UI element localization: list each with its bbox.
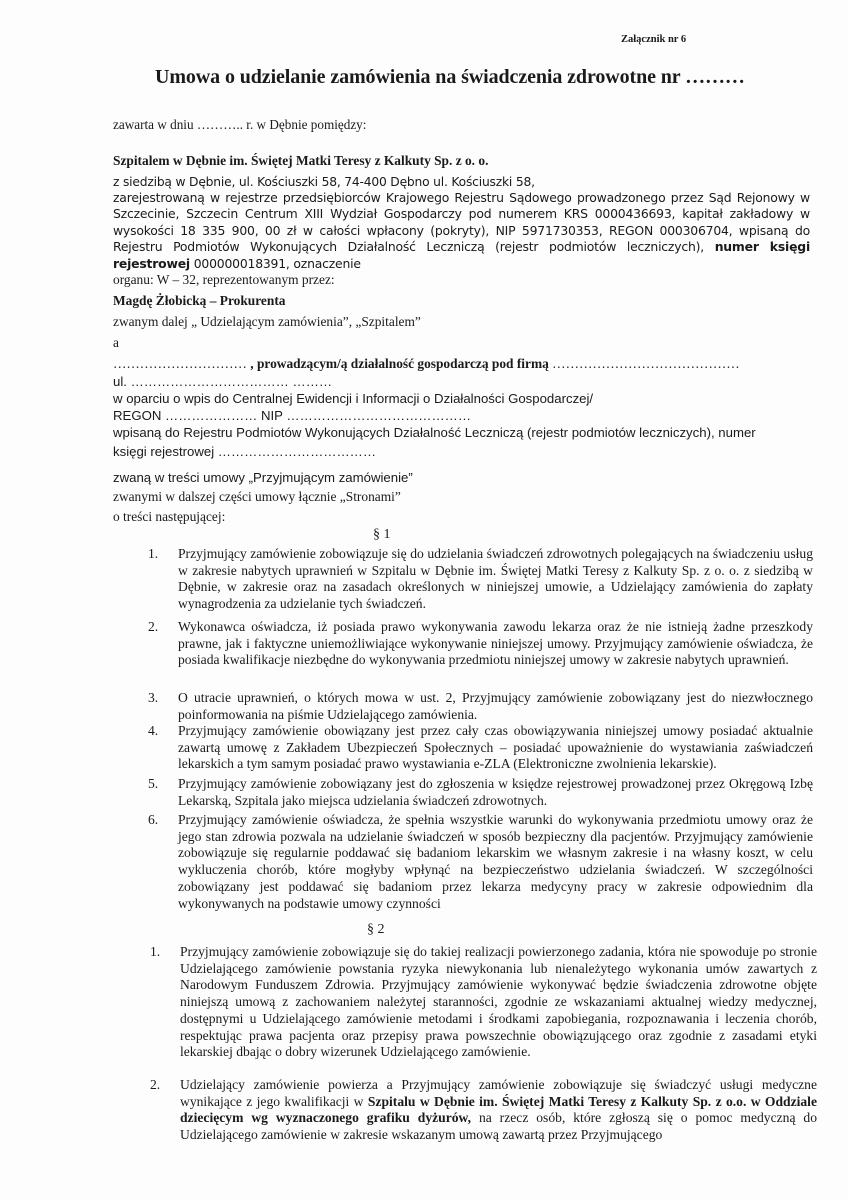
- item-text: Przyjmujący zamówienie zobowiązany jest do zgłoszenia w księdze rejestrowej prowadzonej przez Okręgową Izbę Lekarską, Szpitala jako miejsca udzielania świadczeń zdrowotnych.: [178, 776, 813, 808]
- item-text: [180, 1077, 817, 1144]
- and-connector: a: [113, 335, 119, 350]
- contractor-alias: zwaną w treści umowy „Przyjmującym zamówienie”: [113, 470, 413, 485]
- ceidg-line: w oparciu o wpis do Centralnej Ewidencji i Informacji o Działalności Gospodarczej/: [113, 391, 594, 406]
- section-2-heading: § 2: [367, 922, 385, 937]
- item-text: Przyjmujący zamówienie oświadcza, że spełnia wszystkie warunki do wykonywania przedmiotu umowy oraz że jego stan zdrowia pozwala na udzielanie świadczeń w sposób bezpieczny dla pacjentów. Przyjmujący zamówienie zobowiązuje się regularnie poddawać się badaniom lekarskim we własnym zakresie i na własny koszt, w celu wykluczenia chorób, które mogłyby wpłynąć na bezpieczeństwo udzielania świadczeń. W szczególności zobowiązany jest poddawać się badaniom przez lekarza medycyny pracy w zakresie odpowiednim dla wykonywanych na podstawie umowy czynności: [178, 812, 813, 911]
- regon-nip-blanks[interactable]: REGON ………………… NIP ……………………………………: [113, 408, 472, 423]
- item-text: Wykonawca oświadcza, iż posiada prawo wykonywania zawodu lekarza oraz że nie istnieją żadne przeszkody prawne, jak i faktyczne uniemożliwiające wykonywanie niniejszej umowy. Przyjmujący zamówienie oświadcza, że posiada kwalifikacje niezbędne do wykonywania przedmiotu niniejszej umowy w zakresie nabytych uprawnień.: [178, 619, 813, 668]
- hospital-alias: zwanym dalej „ Udzielającym zamówienia”, „Szpitalem”: [113, 314, 421, 329]
- annex-label: Załącznik nr 6: [621, 34, 687, 45]
- registration-paragraph: [113, 190, 810, 272]
- street-blank[interactable]: ul. ……………………………… ………: [113, 374, 333, 389]
- representative-name: Magdę Żłobicką – Prokurenta: [113, 293, 286, 308]
- firm-name-blank[interactable]: ……………………………………: [548, 356, 740, 371]
- registration-book-label: numer księgi rejestrowej: [113, 239, 810, 271]
- concluded-line: zawarta w dniu ……….. r. w Dębnie pomiędzy:: [113, 117, 367, 132]
- item-text: Przyjmujący zamówienie zobowiązuje się do takiej realizacji powierzonego zadania, która nie spowoduje po stronie Udzielającego zamówienie powstania ryzyka niewykonania lub nienależytego wykonania umów zawartych z Narodowym Funduszem Zdrowia. Przyjmujący zamówienie wykonywać będzie świadczenia zdrowotne objęte niniejszą umową z zachowaniem należytej staranności, zgodnie ze wskazaniami aktualnej wiedzy medycznej, dostępnymi u Udzielającego zamówienie metodami i środkami zapobiegania, rozpoznawania i leczenia chorób, respektując prawa pacjenta oraz przepisy prawa powszechnie obowiązującego oraz zgodnie z zasadami etyki lekarskiej dbając o dobry wizerunek Udzielającego zamówienie.: [180, 944, 817, 1060]
- item-number: 6.: [148, 812, 159, 827]
- contractor-line: [113, 356, 740, 372]
- hospital-ward-bold: Szpitalu w Dębnie im. Świętej Matki Teresy z Kalkuty Sp. z o.o. w Oddziale dziecięcym wg wyznaczonego grafiku dyżurów,: [180, 1093, 817, 1126]
- parties-alias: zwanymi w dalszej części umowy łącznie „Stronami”: [113, 489, 401, 504]
- item-text: O utracie uprawnień, o których mowa w ust. 2, Przyjmujący zamówienie zobowiązany jest do niezwłocznego poinformowania na piśmie Udzielającego zamówienia.: [178, 690, 813, 722]
- content-following: o treści następującej:: [113, 509, 226, 524]
- item-number: 4.: [148, 723, 159, 738]
- organ-line: organu: W – 32, reprezentowanym przez:: [113, 272, 335, 287]
- section-1-heading: § 1: [373, 527, 391, 542]
- item-text: Przyjmujący zamówienie obowiązany jest przez cały czas obowiązywania niniejszej umowy posiadać aktualnie zawartą umowę z Zakładem Ubezpieczeń Społecznych – posiadać upoważnienie do wystawiania zaświadczeń lekarskich a tym samym posiadać prawo wystawiania e-ZLA (Elektroniczne zwolnienia lekarskie).: [178, 723, 813, 772]
- hospital-name: Szpitalem w Dębnie im. Świętej Matki Teresy z Kalkuty Sp. z o. o.: [113, 153, 489, 168]
- rpwdl-line: wpisaną do Rejestru Podmiotów Wykonujących Działalność Leczniczą (rejestr podmiotów leczniczych), numer: [113, 425, 756, 440]
- registration-text: zarejestrowaną w rejestrze przedsiębiorców Krajowego Rejestru Sądowego prowadzonego przez Sąd Rejonowy w Szczecinie, Szczecin Centrum XIII Wydział Gospodarczy pod numerem KRS 0000436693, kapitał zakładowy w wysokości 18 335 900, 00 zł w całości wpłacony (pokryty), NIP 5971730353, REGON 000306704, wpisaną do Rejestru Podmiotów Wykonujących Działalność Leczniczą (rejestr podmiotów leczniczych),: [113, 190, 810, 255]
- item-number: 5.: [148, 776, 159, 791]
- item-number: 2.: [150, 1077, 161, 1092]
- item-number: 2.: [148, 619, 159, 634]
- registration-book-number: 000000018391, oznaczenie: [189, 255, 361, 271]
- item-text-intro: Udzielający zamówienie powierza a Przyjmujący zamówienie zobowiązuje się świadczyć usługi medyczne wynikające z jego kwalifikacji w: [180, 1077, 817, 1109]
- contract-title: Umowa o udzielanie zamówienia na świadczenia zdrowotne nr ………: [155, 66, 745, 88]
- item-number: 1.: [148, 546, 159, 561]
- item-text-rest: na rzecz osób, które zgłoszą się o pomoc medyczną do Udzielającego zamówienie w zakresie wskazanym umową zawartą przez Przyjmującego: [180, 1110, 817, 1143]
- item-text: Przyjmujący zamówienie zobowiązuje się do udzielania świadczeń zdrowotnych polegających na świadczeniu usług w zakresie nabytych uprawnień w Szpitalu w Dębnie im. Świętej Matki Teresy z Kalkuty Sp. z o. o. z siedzibą w Dębnie, w zakresie oraz na zasadach określonych w niniejszej umowie, a Udzielający zamówienia do zapłaty wynagrodzenia za udzielanie tych świadczeń.: [178, 546, 813, 612]
- book-number-blank[interactable]: księgi rejestrowej ………………………………: [113, 444, 377, 459]
- hospital-address: z siedzibą w Dębnie, ul. Kościuszki 58, 74-400 Dębno ul. Kościuszki 58,: [113, 175, 535, 189]
- business-label: , prowadzącym/ą działalność gospodarczą pod firmą: [246, 356, 549, 371]
- item-number: 3.: [148, 690, 159, 705]
- item-number: 1.: [150, 944, 161, 959]
- contractor-name-blank[interactable]: …………………………: [113, 356, 247, 371]
